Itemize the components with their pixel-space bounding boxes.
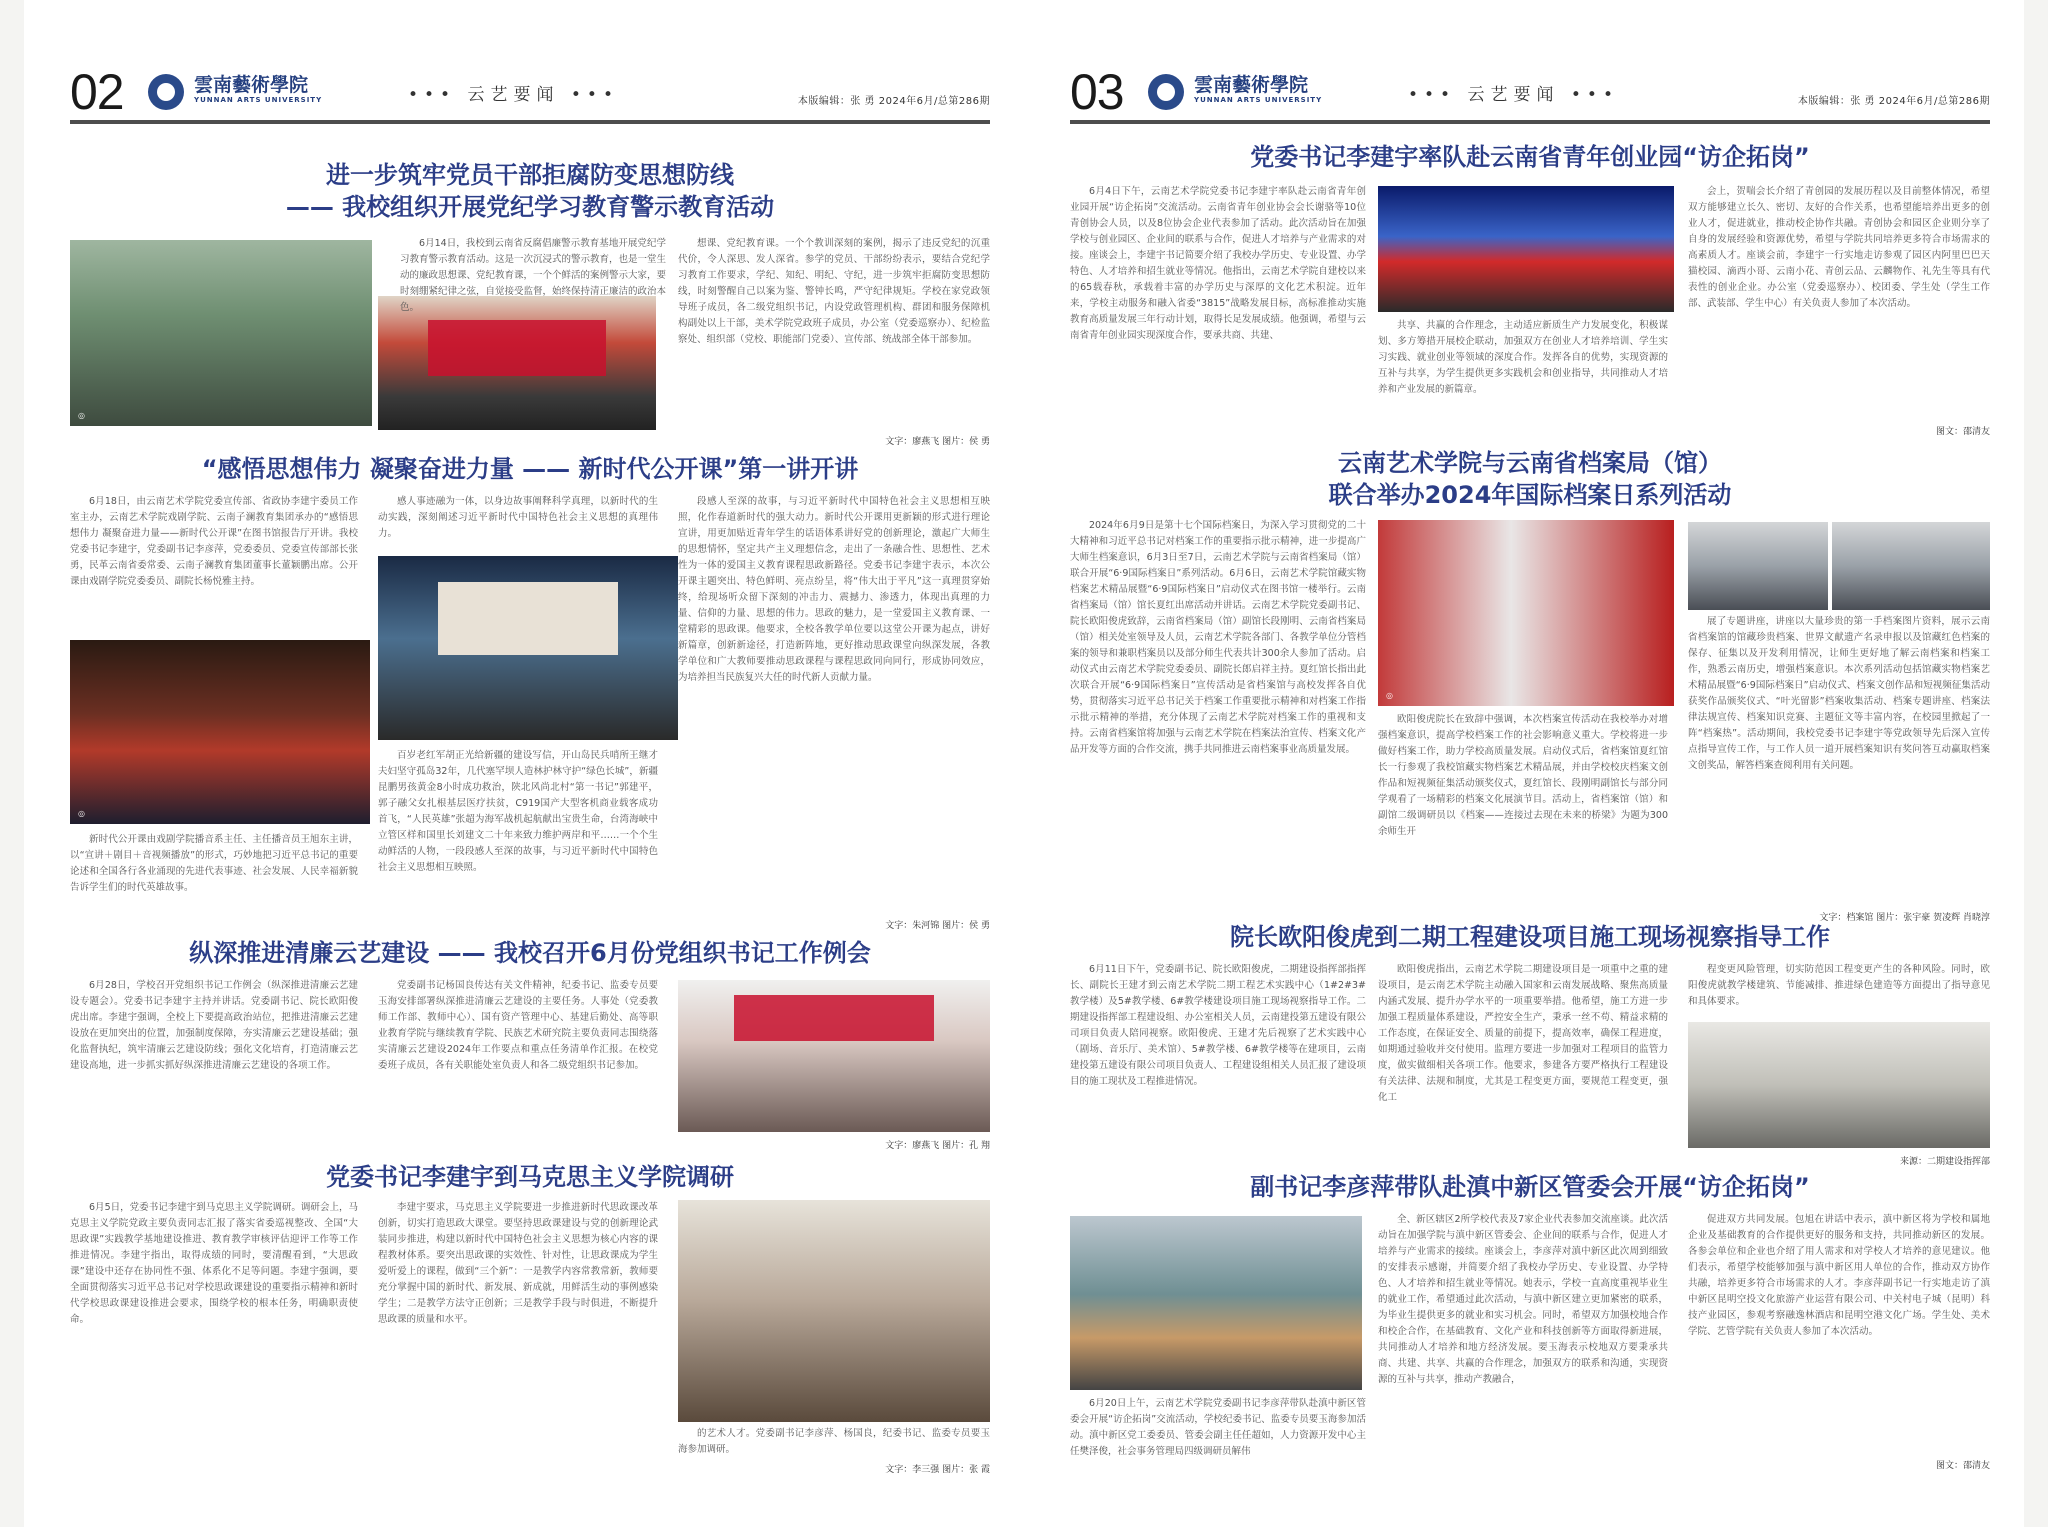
a3-col-1: 6月28日，学校召开党组织书记工作例会（纵深推进清廉云艺建设专题会）。党委书记李建宇主持并讲话。党委副书记、院长欧阳俊虎出席。李建宇强调，全校上下要提高政治站位，把推进清廉云艺建设放在更加突出的位置，加强制度保障，夯实清廉云艺建设基础；强化监督执纪，筑牢清廉云艺建设防线；强化文化培育，打造清廉云艺建设高地，进一步抓实抓好纵深推进清廉云艺建设的各项工作。: [70, 980, 358, 1071]
a2-photo-2: [378, 556, 678, 740]
b1-headline: 党委书记李建宇率队赴云南省青年创业园“访企拓岗”: [1250, 143, 1810, 171]
b2-headline-1: 云南艺术学院与云南省档案局（馆）: [1338, 449, 1722, 477]
a3-col-2: 党委副书记杨国良传达有关文件精神，纪委书记、监委专员要玉海安排部署纵深推进清廉云艺建设的主要任务。人事处（党委教师工作部、教师中心）、国有资产管理中心、基建后勤处、高等职业教育学院与继续教育学院、民族艺术研究院主要负责同志围绕落实清廉云艺建设2024年工作要点和重点任务清单作汇报。在校党委班子成员，各有关职能处室负责人和各二级党组织书记参加。: [378, 980, 658, 1071]
school-name-cn: 雲南藝術學院: [194, 74, 309, 96]
page-number: 02: [70, 64, 124, 120]
header-rule: [1070, 120, 1990, 124]
a4-col-3: 的艺术人才。党委副书记李彦萍、杨国良，纪委书记、监委专员要玉海参加调研。: [678, 1428, 990, 1455]
b1-photo: [1378, 186, 1674, 312]
a1-credit: 文字：廖燕飞 图片：侯 勇: [885, 437, 990, 447]
a2-credit: 文字：朱河锦 图片：侯 勇: [885, 921, 990, 931]
school-logo-icon: [148, 74, 184, 110]
b2-col-1: 2024年6月9日是第十七个国际档案日，为深入学习贯彻党的二十大精神和习近平总书记对档案工作的重要指示批示精神，进一步提高广大师生档案意识，6月3日至7日，云南艺术学院与云南省档案局（馆）联合开展“6·9国际档案日”系列活动。6月6日，云南艺术学院馆藏实物档案艺术精品展暨“6·9国际档案日”启动仪式在图书馆一楼举行。云南省档案局（馆）馆长夏红出席活动并讲话。云南艺术学院党委副书记、院长欧阳俊虎致辞，云南省档案局（馆）副馆长段刚明、云南省档案局（馆）相关处室领导及人员，云南艺术学院各部门、各教学单位分管档案的领导和兼职档案员以及部分师生代表共计300余人参加了活动。启动仪式由云南艺术学院党委委员、副院长郎启祥主持。夏红馆长指出此次联合开展“6·9国际档案日”宣传活动是省档案馆与高校发挥各自优势，贯彻落实习近平总书记关于档案工作重要批示精神和对档案工作指示批示精神的举措，充分体现了云南艺术学院对档案工作的重视和支持。云南省档案馆将加强与云南艺术学院在档案法治宣传、档案文化产品开发等方面的合作交流，携手共同推进云南档案事业高质量发展。: [1070, 520, 1366, 755]
a2-col-2: 感人事迹融为一体，以身边故事阐释科学真理，以新时代的生动实践，深刻阐述习近平新时代中国特色社会主义思想的真理伟力。: [378, 496, 658, 539]
b2-photo-1: ◎: [1378, 520, 1674, 706]
a1-photo-1: [70, 240, 372, 426]
a4-headline: 党委书记李建宇到马克思主义学院调研: [326, 1163, 734, 1191]
b4-headline: 副书记李彦萍带队赴滇中新区管委会开展“访企拓岗”: [1250, 1173, 1810, 1201]
a1-col-2: 想课、党纪教育课。一个个教训深刻的案例，揭示了违反党纪的沉重代价，令人深思、发人深省。参学的党员、干部纷纷表示，要结合党纪学习教育工作要求，学纪、知纪、明纪、守纪，进一步筑牢拒腐防变思想防线，时刻警醒自己以案为鉴、警钟长鸣，严守纪律规矩。学校在家党政领导班子成员，各二级党组织书记，内设党政管理机构、群团和服务保障机构副处以上干部，美术学院党政班子成员，办公室（党委巡察办）、纪检监察处、组织部（党校、职能部门党委）、宣传部、统战部全体干部参加。: [678, 238, 990, 345]
b4-photo: [1070, 1216, 1362, 1390]
b2-headline-2: 联合举办2024年国际档案日系列活动: [1328, 481, 1732, 509]
b1-col-3: 会上，贺喘会长介绍了青创园的发展历程以及目前整体情况，希望双方能够建立长久、密切、友好的合作关系，也希望能培养出更多的创业人才，促进就业，推动校企协作共融。青创协会和园区企业则分享了自身的发展经验和资源优势，希望与学院共同培养更多符合市场需求的高素质人才。座谈会前，李建宇一行实地走访参观了园区内阿里巴巴天猫校园、滴西小哥、云南小花、青创云品、云麟物作、礼先生等具有代表性的创业企业。办公室（党委巡察办）、校团委、学生处（学生工作部、武装部、学生中心）有关负责人参加了本次活动。: [1688, 186, 1990, 309]
a1-col-1: 6月14日，我校到云南省反腐倡廉警示教育基地开展党纪学习教育警示教育活动。这是一次沉浸式的警示教育，也是一堂生动的廉政思想课、党纪教育课，一个个鲜活的案例警示大家，要时刻绷紧纪律之弦，自觉接受监督，始终保持清正廉洁的政治本色。: [400, 238, 667, 313]
a3-photo: [678, 980, 990, 1132]
b2-col-3: 展了专题讲座，讲座以大量珍贵的第一手档案图片资料，展示云南省档案馆的馆藏珍贵档案、世界文献遗产名录申报以及馆藏红色档案的保存、征集以及开发利用情况，让师生更好地了解云南档案和档案工作，熟悉云南历史，增强档案意识。本次系列活动包括馆藏实物档案艺术精品展暨“6·9国际档案日”启动仪式、档案文创作品和短视频征集活动获奖作品颁奖仪式、“叶光留影”档案收集活动、档案专题讲座、档案法律法规宣传、档案知识竞赛、主题征文等丰富内容，在校园里掀起了一阵“档案热”。活动期间，我校党委书记李建宇等党政领导先后深入宣传点指导宣传工作，与工作人员一道开展档案知识有奖问答互动赢取档案文创奖品，解答档案查阅利用有关问题。: [1688, 616, 1990, 771]
b4-credit: 图文：邵清友: [1935, 1461, 1990, 1471]
school-name-cn: 雲南藝術學院: [1194, 74, 1309, 96]
page-02: [24, 0, 1024, 1527]
a2-col-2b: 百岁老红军胡正光给新疆的建设写信，开山岛民兵哨所王继才夫妇坚守孤岛32年，几代塞罕坝人造林护林守护“绿色长城”，新疆昆鹏男孩黄金8小时成功救治，陕北风尚北村“第一书记”郭建平，郭子融父女扎根基层医疗扶贫，C919国产大型客机商业载客成功首飞，“人民英雄”张超为海军战机起航献出宝贵生命，台湾海峡中立管区样和国里长刘建文二十年来致力维护两岸和平……一个个生动鲜活的人物，一段段感人至深的故事，与习近平新时代中国特色社会主义思想相互映照。: [378, 750, 658, 873]
b3-photo: [1688, 1022, 1990, 1148]
b3-col-3: 程变更风险管理，切实防范因工程变更产生的各种风险。同时，欧阳俊虎就教学楼建筑、节能减排、推进绿色建造等方面提出了指导意见和具体要求。: [1688, 964, 1990, 1007]
b1-credit: 图文：邵清友: [1935, 427, 1990, 437]
b2-credit: 文字：档案馆 图片：张宇豪 贺凌辉 肖晓淳: [1819, 913, 1990, 923]
editor-meta: 本版编辑：张 勇 2024年6月/总第286期: [797, 96, 990, 107]
a2-col-3: 段感人至深的故事，与习近平新时代中国特色社会主义思想相互映照，化作春道新时代的强大动力。新时代公开课用更新颖的形式进行理论宣讲，用更加贴近青年学生的话语体系讲好党的创新理论，激起广大师生的思想情怀，坚定共产主义理想信念，走出了一条融合性、思想性、艺术性为一体的爱国主义教育课程思政新路径。党委书记李建宇表示，本次公开课主题突出、特色鲜明、亮点纷呈，将“伟大出于平凡”这一真理贯穿始终，给现场听众留下深刻的冲击力、震撼力、渗透力，体现出真理的力量、信仰的力量、思想的伟力。思政的魅力，是一堂爱国主义教育课、一堂精彩的思政课。他要求，全校各教学单位要以这堂公开课为起点，讲好新篇章，创新新途径，打造新阵地，更好推动思政课堂向纵深发展，各教学单位和广大教师要推动思政课程与课程思政同向同行，形成协同效应，为培养担当民族复兴大任的时代新人贡献力量。: [678, 496, 990, 683]
a4-col-2: 李建宇要求，马克思主义学院要进一步推进新时代思政课改革创新，切实打造思政大课堂。要坚持思政课建设与党的创新理论武装同步推进，构建以新时代中国特色社会主义思想为核心内容的课程教材体系。要突出思政课的实效性、针对性，让思政课成为学生爱听爱上的课程，做到“三个新”：一是教学内容常教常新，教师要充分掌握中国的新时代、新发展、新成就，用鲜活生动的事例感染学生；二是教学方法守正创新；三是教学手段与时俱进，不断提升思政课的质量和水平。: [378, 1202, 658, 1325]
watermark-icon: ◎: [78, 411, 85, 420]
editor-meta: 本版编辑：张 勇 2024年6月/总第286期: [1797, 96, 1990, 107]
masthead: [1070, 62, 1990, 122]
page-03: [1024, 0, 2024, 1527]
a2-headline: “感悟思想伟力 凝聚奋进力量 —— 新时代公开课”第一讲开讲: [201, 455, 859, 483]
b1-col-2: 共享、共赢的合作理念，主动适应新质生产力发展变化，积极谋划、多方筹措开展校企联动，加强双方在创业人才培养培训、学生实习实践、就业创业等领域的深度合作。发挥各自的优势，实现资源的互补与共享，为学生提供更多实践机会和创业指导，共同推动人才培养和产业发展的新篇章。: [1378, 320, 1668, 395]
b4-col-2: 全、新区辖区2所学校代表及7家企业代表参加交流座谈。此次活动旨在加强学院与滇中新区管委会、企业间的联系与合作，促进人才培养与产业需求的接续。座谈会上，李彦萍对滇中新区此次周到细致的安排表示感谢，并简要介绍了我校办学历史、专业设置、办学特色、人才培养和招生就业等情况。她表示，学校一直高度重视毕业生的就业工作，希望通过此次活动，与滇中新区建立更加紧密的联系，为毕业生提供更多的就业和实习机会。同时，希望双方加强校地合作和校企合作，在基础教育、文化产业和科技创新等方面取得新进展，共同推动人才培养和地方经济发展。要玉海表示校地双方要秉承共商、共建、共享、共赢的合作理念，加强双方的联系和沟通，实现资源的互补与共享，推动产教融合，: [1378, 1214, 1668, 1385]
a1-headline-2: —— 我校组织开展党纪学习教育警示教育活动: [285, 193, 775, 221]
masthead: [70, 62, 990, 122]
b3-col-2: 欧阳俊虎指出，云南艺术学院二期建设项目是一项重中之重的建设项目，是云南艺术学院主动融入国家和云南发展战略、聚焦高质量内涵式发展、提升办学水平的一项重要举措。他希望，施工方进一步加强工程质量体系建设，严控安全生产，秉承一丝不苟、精益求精的工作态度，在保证安全、质量的前提下，提高效率，确保工程进度，如期通过验收并交付使用。监理方要进一步加强对工程项目的监管力度，做实做细相关各项工作。他要求，参建各方要严格执行工程建设有关法律、法规和制度，尤其是工程变更方面，要规范工程变更，强化工: [1378, 964, 1668, 1103]
section-title: ••• 云艺要闻 •••: [1408, 85, 1619, 105]
a1-photo-2: [378, 296, 656, 430]
b2-photo-2: [1688, 522, 1828, 610]
b4-col-1: 6月20日上午，云南艺术学院党委副书记李彦萍带队赴滇中新区管委会开展“访企拓岗”交流活动，学校纪委书记、监委专员要玉海参加活动。滇中新区党工委委员、管委会副主任任超如，人力资源开发中心主任樊泽俊，社会事务管理局四级调研员解伟: [1070, 1398, 1366, 1457]
b3-headline: 院长欧阳俊虎到二期工程建设项目施工现场视察指导工作: [1230, 923, 1830, 951]
a2-photo-1: ◎: [70, 640, 370, 824]
a4-credit: 文字：李三强 图片：张 霞: [885, 1465, 990, 1475]
a4-col-1: 6月5日，党委书记李建宇到马克思主义学院调研。调研会上，马克思主义学院党政主要负责同志汇报了落实省委巡视整改、全国“大思政课”实践教学基地建设推进、教育教学审核评估迎评工作等工作推进情况。李建宇指出，取得成绩的同时，要清醒看到，“大思政课”建设中还存在协同性不强、体系化不足等问题。李建宇强调，要全面贯彻落实习近平总书记对学校思政课建设的重要指示精神和新时代学校思政课建设推进会要求，围绕学校的根本任务，明确职责使命。: [70, 1202, 358, 1325]
b4-col-3: 促进双方共同发展。包旭在讲话中表示，滇中新区将为学校和属地企业及基础教育的合作提供更好的服务和支持，共同推动新区的发展。各参会单位和企业也介绍了用人需求和对学校人才培养的意见建议。他们表示，希望学校能够加强与滇中新区用人单位的合作，推动双方协作共融，培养更多符合市场需求的人才。李彦萍副书记一行实地走访了滇中新区昆明空投文化旅游产业运营有限公司、中关村电子城（昆明）科技产业园区，参观考察融逸林酒店和昆明空港文化广场。学生处、美术学院、艺管学院有关负责人参加了本次活动。: [1688, 1214, 1990, 1337]
a4-photo: [678, 1200, 990, 1422]
a1-headline-1: 进一步筑牢党员干部拒腐防变思想防线: [326, 161, 734, 189]
b1-col-1: 6月4日下午，云南艺术学院党委书记李建宇率队赴云南省青年创业园开展“访企拓岗”交流活动。云南省青年创业协会会长谢骆等10位青创协会人员，以及8位协会企业代表参加了活动。此次活动旨在加强学校与创业园区、企业间的联系与合作，促进人才培养与产业需求的对接。座谈会上，李建宇书记简要介绍了我校办学历史、专业设置、办学特色、人才培养和招生就业等情况。他指出，云南艺术学院自建校以来的65载春秋，承载着丰富的办学历史与深厚的文化艺术积淀。近年来，学校主动服务和融入省委“3815”战略发展目标，高标准推动实施教育高质量发展三年行动计划，取得长足发展成绩。他强调，希望与云南省青年创业园实现深度合作，要承共商、共建、: [1070, 186, 1366, 341]
a3-credit: 文字：廖燕飞 图片：孔 翔: [885, 1141, 990, 1151]
page-number: 03: [1070, 64, 1124, 120]
b2-photo-3: [1832, 522, 1990, 610]
b2-col-2: 欧阳俊虎院长在致辞中强调，本次档案宣传活动在我校举办对增强档案意识，提高学校档案工作的社会影响意义重大。学校将进一步做好档案工作，助力学校高质量发展。启动仪式后，省档案馆夏红馆长一行参观了我校馆藏实物档案艺术精品展，并由学校校庆档案文创作品和短视频征集活动颁奖仪式，夏红馆长、段刚明副馆长与部分同学观看了一场精彩的档案文化展演节目。活动上，省档案馆（馆）和副馆二级调研员以《档案——连接过去现在未来的桥梁》为题为300余师生开: [1378, 714, 1668, 837]
section-title: ••• 云艺要闻 •••: [408, 85, 619, 105]
a3-headline: 纵深推进清廉云艺建设 —— 我校召开6月份党组织书记工作例会: [189, 939, 871, 967]
b3-col-1: 6月11日下午，党委副书记、院长欧阳俊虎，二期建设指挥部指挥长、副院长王建才到云南艺术学院二期工程艺术实践中心（1#2#3#教学楼）及5#教学楼、6#教学楼建设项目施工现场视察指导工作。二期建设指挥部工程建设组、办公室相关人员，云南建投第五建设有限公司项目负责人陪同视察。欧阳俊虎、王建才先后视察了艺术实践中心（剧场、音乐厅、美术馆）、5#教学楼、6#教学楼等在建项目，云南建投第五建设有限公司项目负责人、工程建设组相关人员汇报了建设项目的施工现状及工程推进情况。: [1070, 964, 1366, 1087]
a2-col-1: 6月18日，由云南艺术学院党委宣传部、省政协李建宇委员工作室主办，云南艺术学院戏剧学院、云南子澜教育集团承办的“感悟思想伟力 凝聚奋进力量——新时代公开课”在图书馆报告厅开讲。我校党委书记李建宇，党委副书记李彦萍，党委委员、党委宣传部部长张勇，民革云南省委常委、云南子澜教育集团董事长董颖鹏出席。公开课由戏剧学院党委委员、副院长杨悦雅主持。: [70, 496, 358, 587]
school-logo-icon: [1148, 74, 1184, 110]
school-name-en: YUNNAN ARTS UNIVERSITY: [1194, 96, 1323, 104]
b3-credit: 来源：二期建设指挥部: [1899, 1157, 1990, 1167]
a2-col-1b: 新时代公开课由戏剧学院播音系主任、主任播音员王旭东主讲，以“宣讲＋剧目＋音视频播放”的形式，巧妙地把习近平总书记的重要论述和全国各行各业涌现的先进代表事迹、社会发展、人民幸福新貌告诉学生们的时代英雄故事。: [70, 834, 358, 893]
school-name-en: YUNNAN ARTS UNIVERSITY: [194, 96, 323, 104]
header-rule: [70, 120, 990, 124]
